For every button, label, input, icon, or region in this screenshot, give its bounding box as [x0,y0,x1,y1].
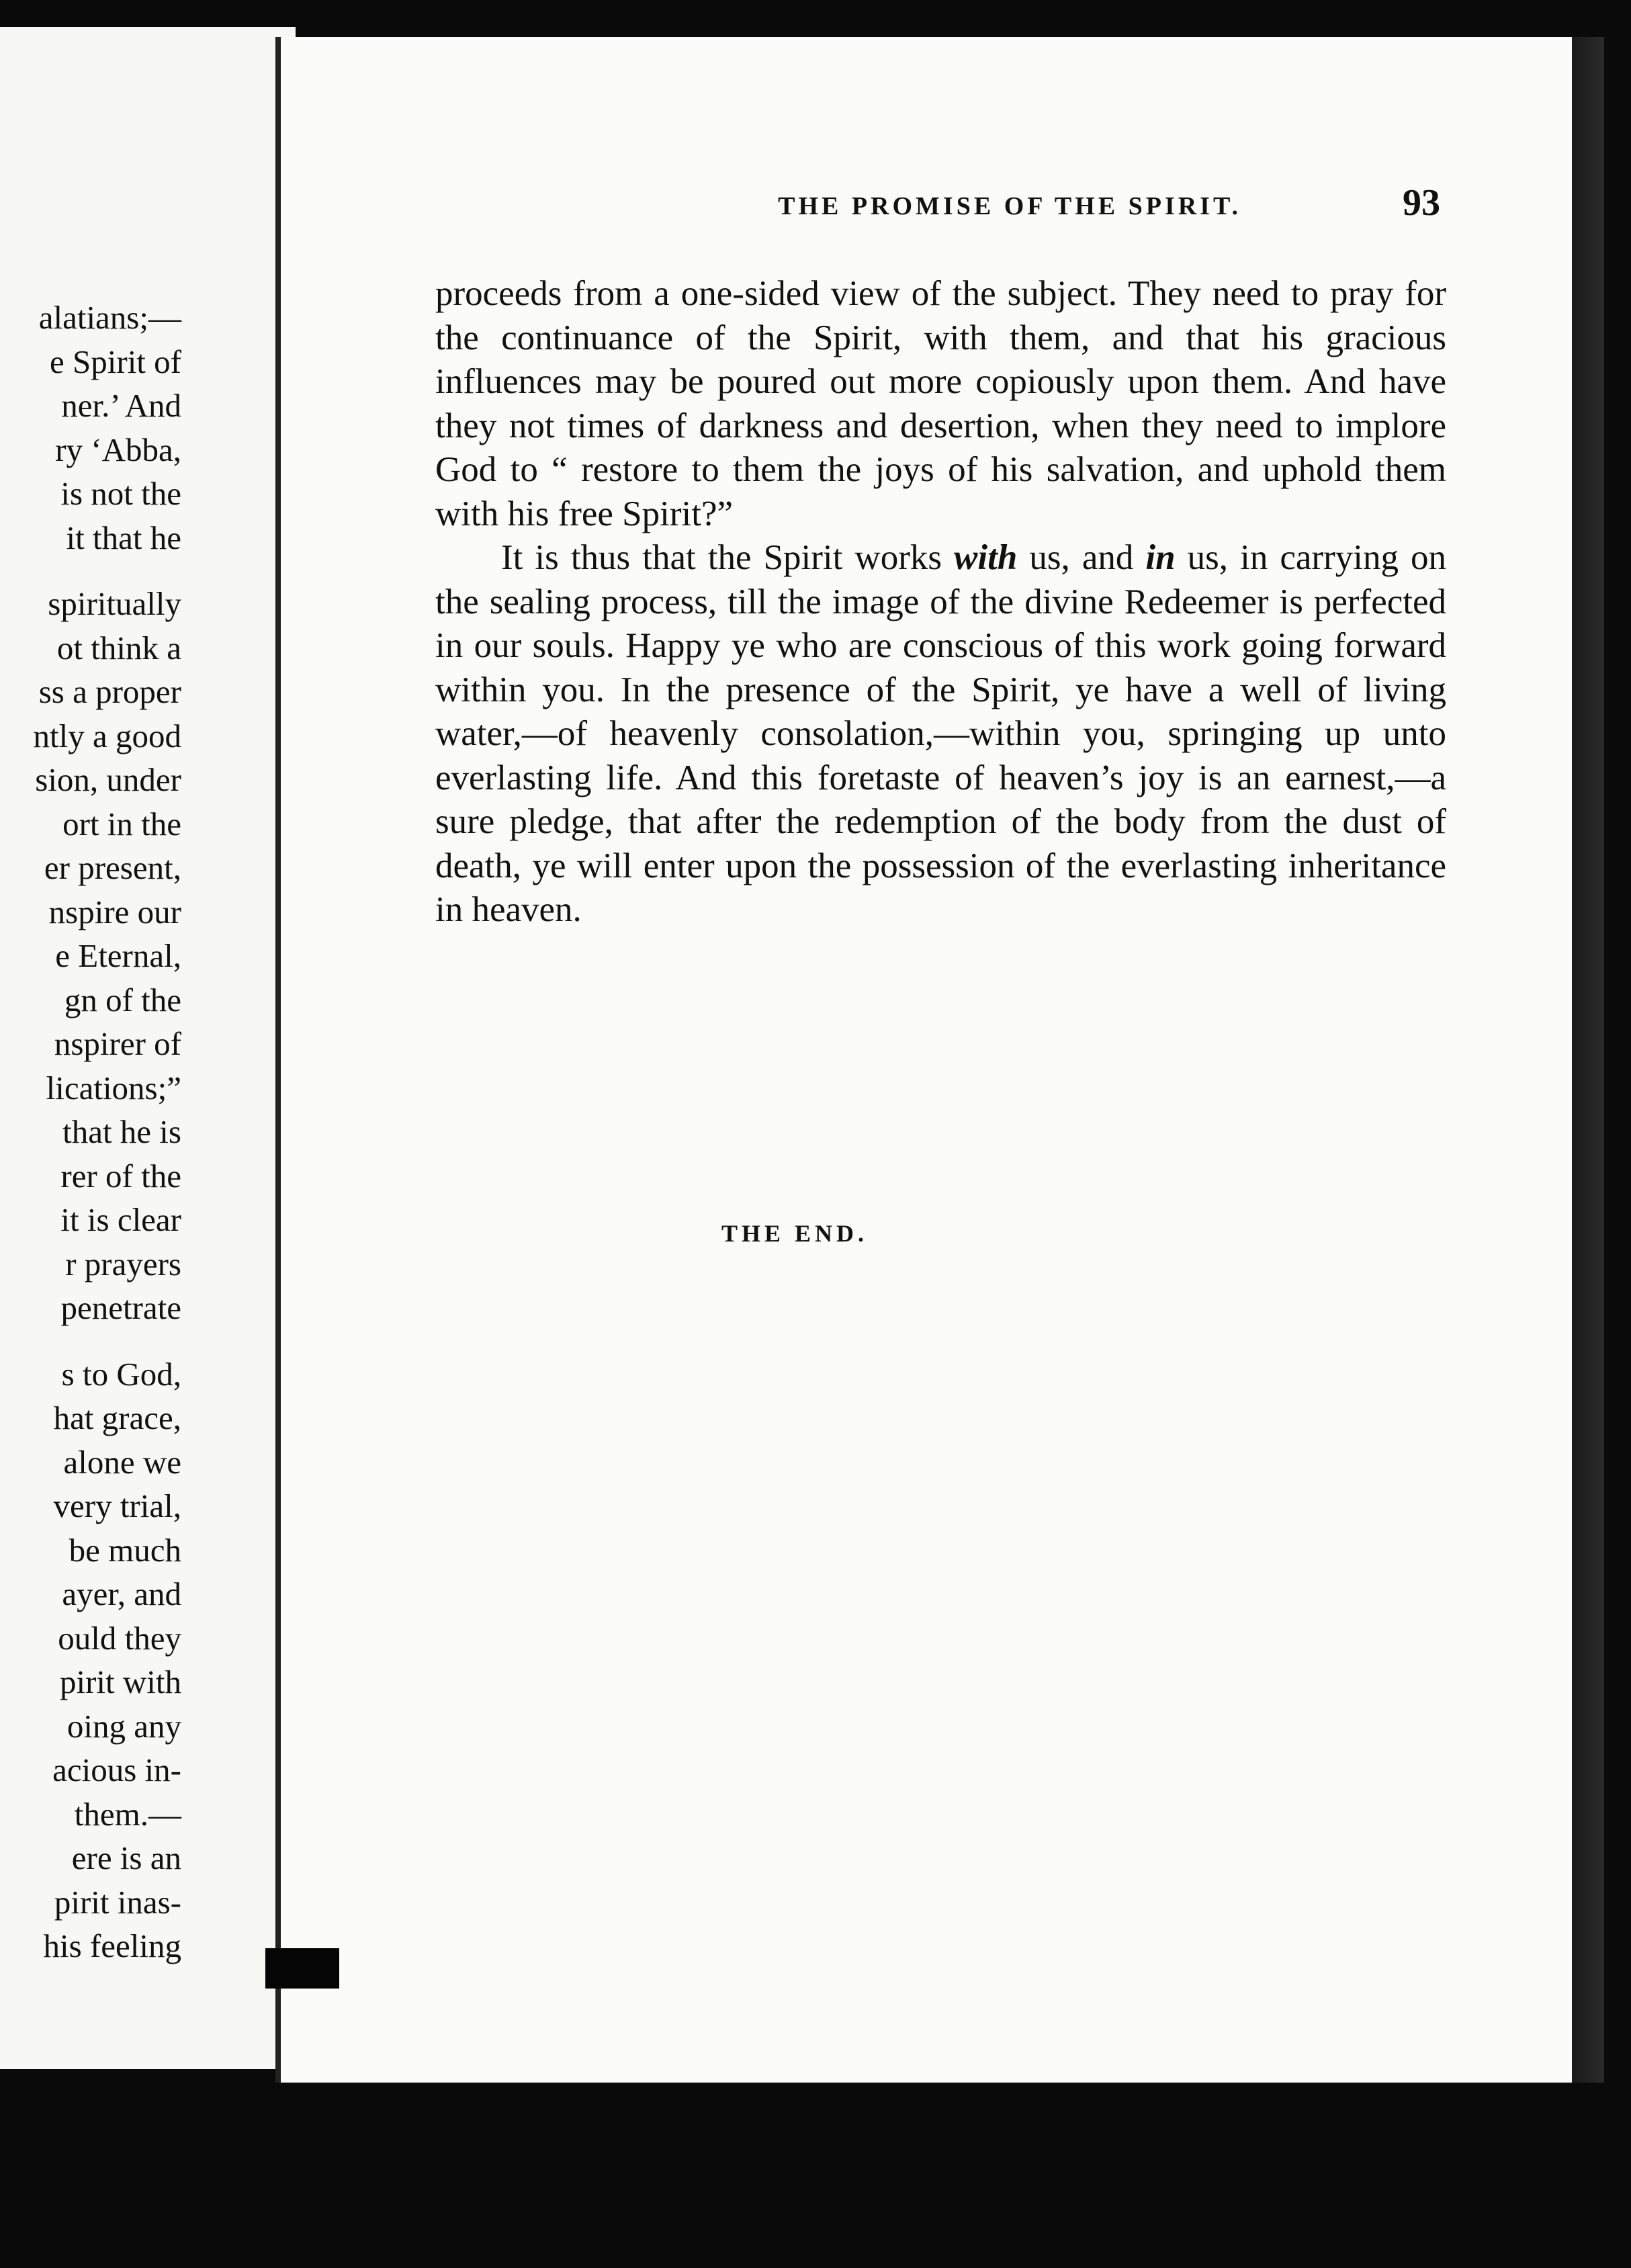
left-page-line: ort in the [62,805,181,842]
emphasis-in: in [1145,538,1176,577]
left-page-line: e Spirit of [50,343,181,380]
left-page-line: acious in- [52,1751,181,1788]
the-end-label: THE END. [721,1220,869,1247]
left-page-gap [0,1330,181,1352]
left-page-line: ss a proper [38,673,181,710]
right-page [275,37,1604,2083]
left-page-text [0,296,181,1968]
left-page-line: spiritually [48,585,181,622]
page-edge [1572,37,1604,2083]
page-number: 93 [1403,182,1440,224]
paragraph-2-part-2: us, and [1017,538,1146,577]
paragraph-2-part-3: us, in carrying on the sealing process, till the image of the divine Redeemer is perfected in our souls. Happy ye who are conscious of this work going forward within you. In the presence of the Spirit, ye have a well of living water,—of heavenly consolation,—within you, springing up unto everlasting life. And this foretaste of heaven’s joy is an earnest,—a sure pledge, that after the redemption of the body from the dust of death, ye will enter upon the possession of the everlasting inheritance in heaven. [435,538,1447,929]
left-page-line: r prayers [65,1245,181,1282]
left-page-line: nspirer of [54,1025,181,1062]
left-page-line: it is clear [60,1201,181,1238]
left-page-line: ayer, and [62,1575,181,1612]
left-page-line: ner.’ And [61,387,181,424]
left-page-line: s to God, [61,1355,181,1393]
left-page-line: nspire our [48,893,181,930]
left-page-line: pirit inas- [54,1883,181,1921]
left-page-line: alone we [63,1443,181,1481]
left-page-line: penetrate [60,1289,181,1326]
left-page-line: er present, [44,849,181,886]
left-page-line: oing any [67,1707,181,1745]
left-page-line: ould they [58,1619,181,1657]
left-facing-page [0,27,296,2069]
left-page-line: alatians;— [38,299,181,336]
left-page-line: hat grace, [53,1399,181,1436]
left-page-line: e Eternal, [55,937,181,974]
left-page-line: that he is [62,1113,181,1150]
left-page-line: very trial, [53,1487,181,1524]
left-page-line: lications;” [46,1069,181,1106]
left-page-line: sion, under [35,761,181,798]
paragraph-2-part-1: It is thus that the Spirit works [501,538,955,577]
left-page-line: rer of the [60,1157,181,1194]
paragraph-1: proceeds from a one-sided view of the subject. They need to pray for the continuance of the Spirit, with them, and that his gracious influences may be poured out more copiously upon them. And have they not times of darkness and desertion, when they need to implore God to “ restore to them the joys of his salvation, and uphold them with his free Spirit?” [435,274,1446,533]
left-page-line: be much [69,1531,181,1569]
left-page-line: it that he [66,519,181,556]
left-page-line: ry ‘Abba, [55,431,181,468]
left-page-gap [0,560,181,582]
left-page-line: is not the [60,475,181,512]
book-corner [265,1948,339,1989]
paragraph-2 [435,536,1446,932]
emphasis-with: with [954,538,1018,577]
left-page-line: his feeling [43,1927,181,1964]
left-page-line: ere is an [71,1839,181,1876]
left-page-line: ot think a [56,629,181,666]
running-head: THE PROMISE OF THE SPIRIT. [778,192,1241,220]
left-page-line: gn of the [64,981,181,1018]
left-page-line: pirit with [59,1663,181,1700]
left-page-line: ntly a good [33,717,181,754]
left-page-line: them.— [74,1795,181,1833]
body-text [435,272,1446,932]
